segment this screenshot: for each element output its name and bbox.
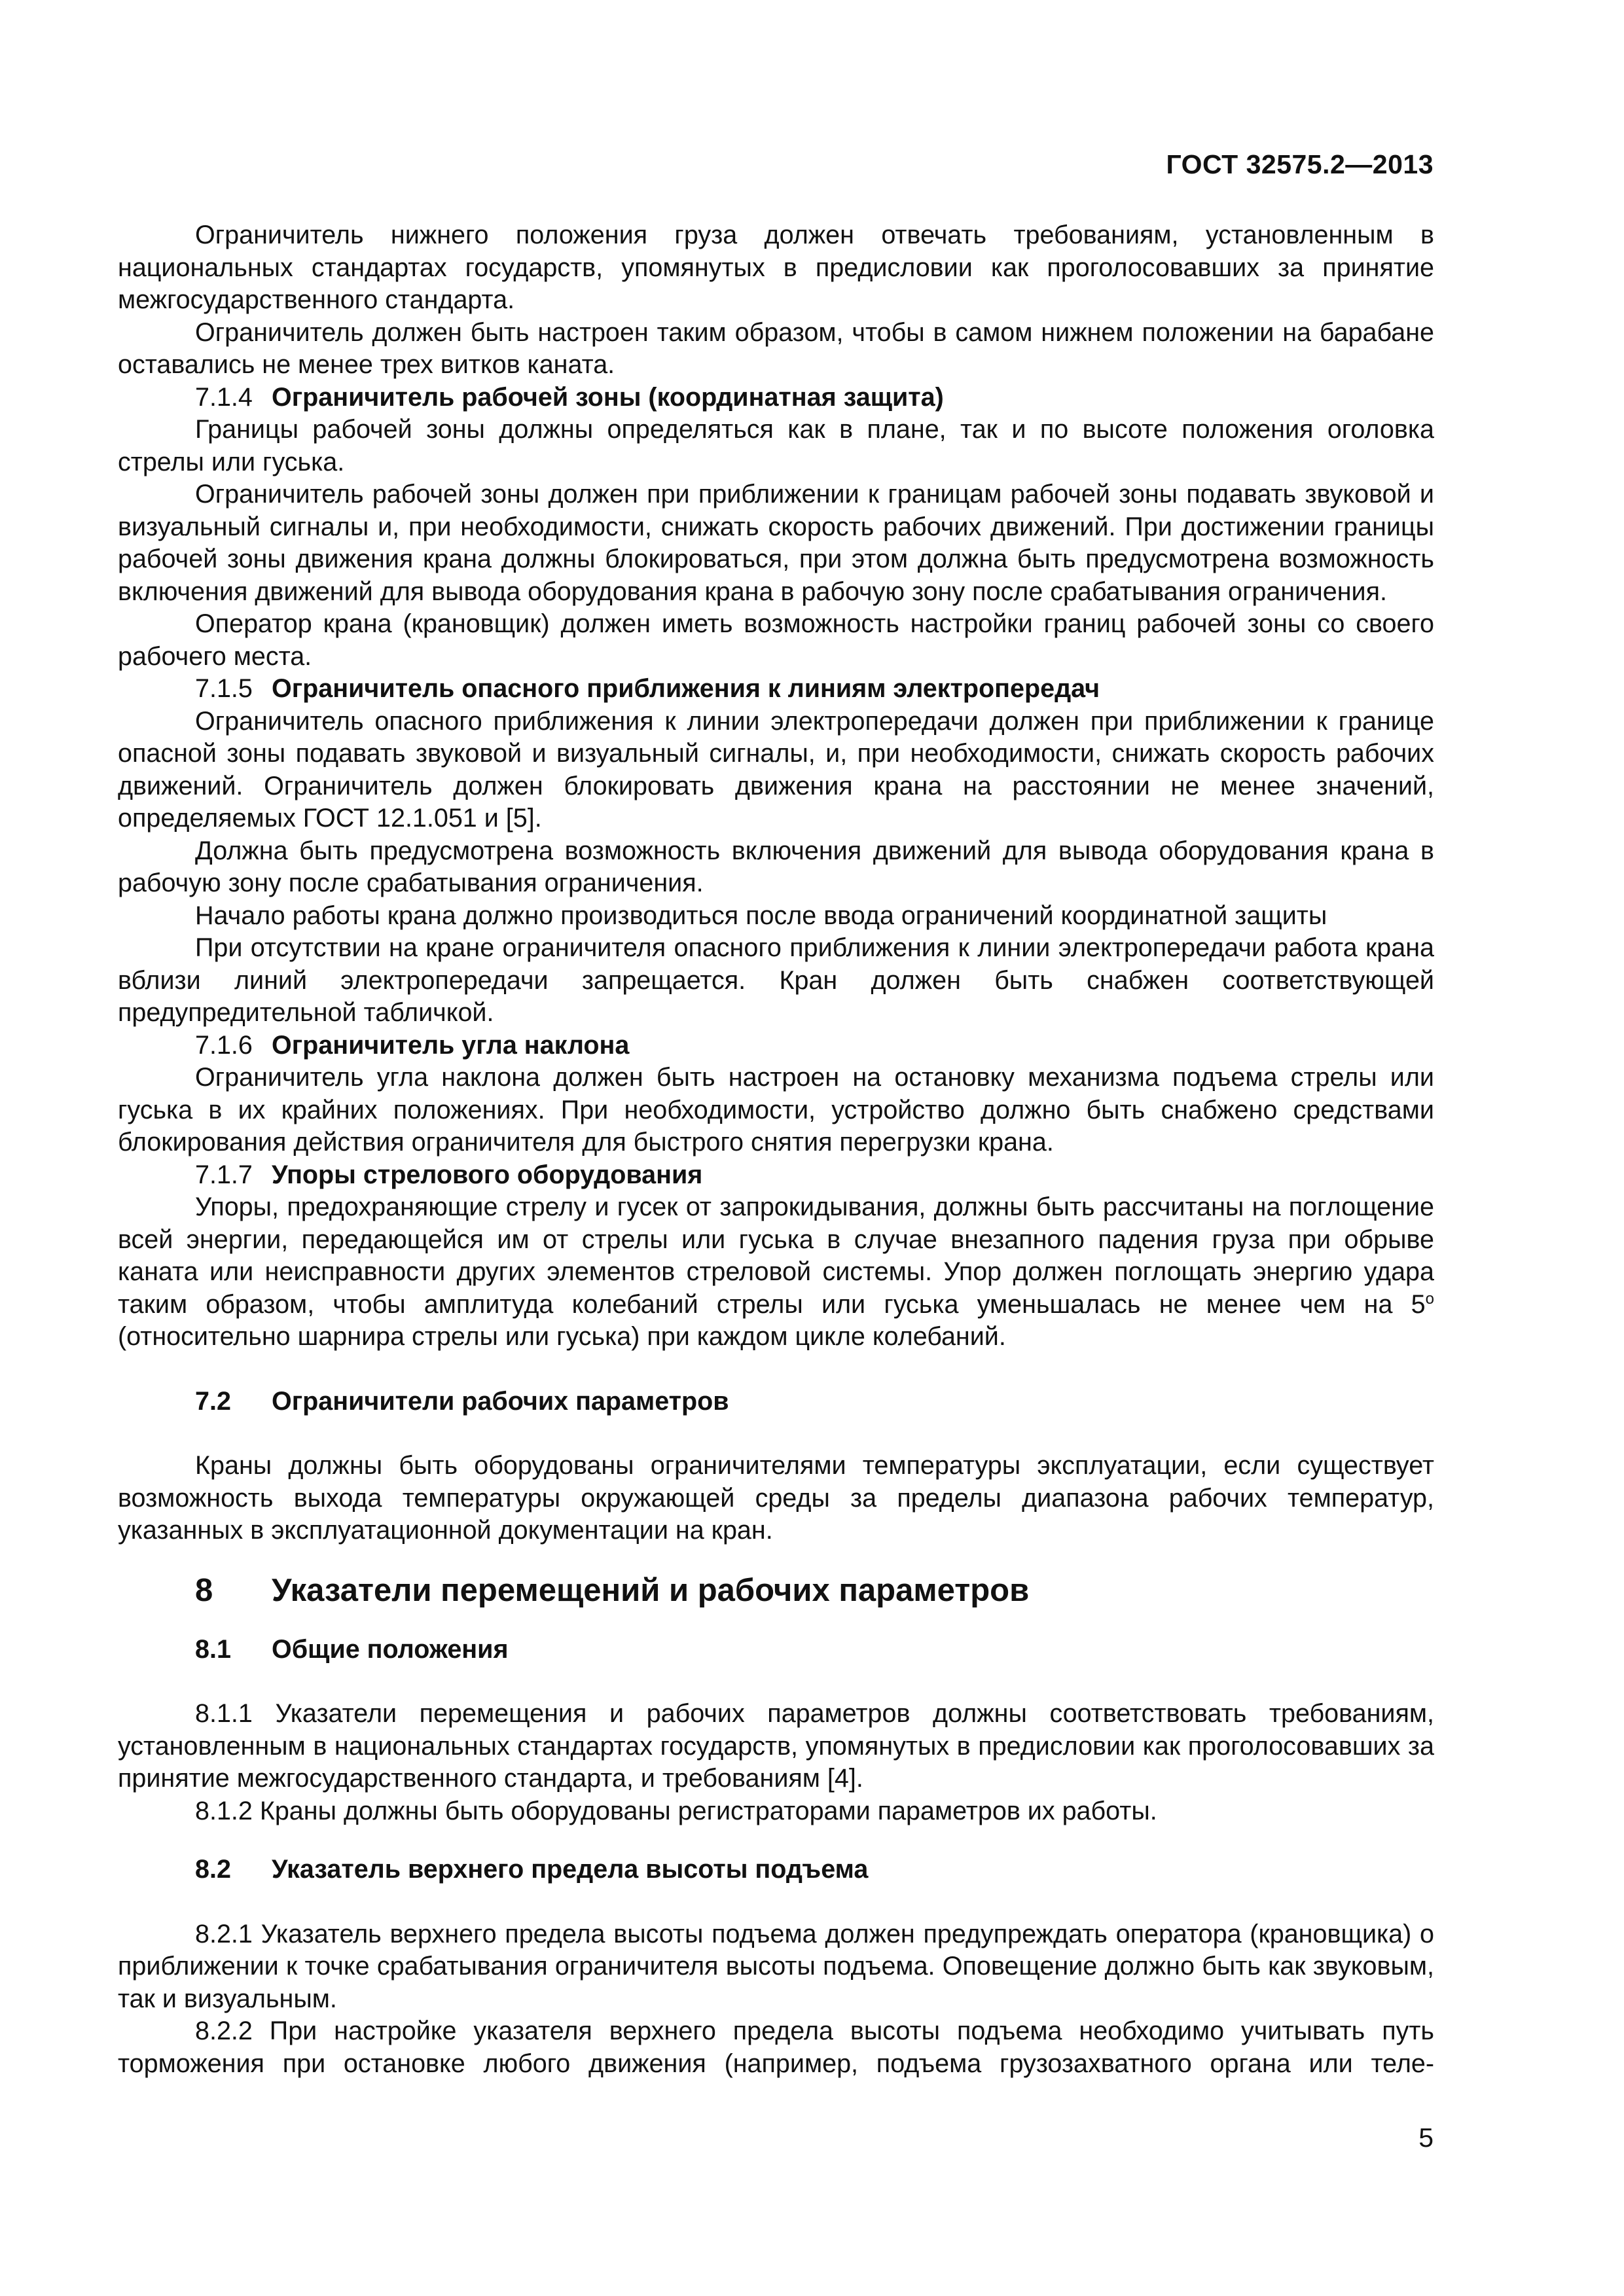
paragraph-text: (относительно шарнира стрелы или гуська) при каждом цикле колебаний. [118,1322,1006,1351]
section-number: 7.2 [195,1386,231,1416]
paragraph: При отсутствии на кране ограничителя опасного приближения к линии электропередачи работа крана вблизи линий электропередачи запрещается. Кран должен быть снабжен соответствующей предупредительной табличкой. [118,933,1434,1027]
section-title: Общие положения [272,1634,509,1664]
paragraph: Должна быть предусмотрена возможность включения движений для вывода оборудования крана в рабочую зону после срабатывания ограничения. [118,836,1434,897]
subsection-title: Ограничитель угла наклона [272,1030,630,1060]
paragraph: Ограничитель нижнего положения груза должен отвечать требованиям, установленным в национальных стандартах государств, упомянутых в предисловии как проголосовавших за принятие межгосударственного стандарта. [118,221,1434,314]
degree-superscript: о [1425,1289,1434,1308]
subsection-title: Ограничитель опасного приближения к линиям электропередач [272,674,1100,703]
section-number: 8.1 [195,1634,231,1664]
subsection-number: 7.1.5 [195,674,253,703]
page-number: 5 [1418,2123,1434,2153]
section-heading-8 [118,1571,1434,1610]
document-body [118,219,1434,2080]
paragraph: 8.1.2 Краны должны быть оборудованы регистраторами параметров их работы. [195,1796,1157,1825]
section-heading-8-1 [118,1634,1434,1666]
paragraph: Краны должны быть оборудованы ограничителями температуры эксплуатации, если существует возможность выхода температуры окружающей среды за пределы диапазона рабочих температур, указанных в эксплуатационной документации на кран. [118,1451,1434,1545]
paragraph [118,1191,1434,1354]
paragraph-text: Упоры, предохраняющие стрелу и гусек от запрокидывания, должны быть рассчитаны на поглощение всей энергии, передающейся им от стрелы или гуська в случае внезапного падения груза при обрыве каната или неисправности других элементов стреловой системы. Упор должен поглощать энергию удара таким образом, чтобы амплитуда колебаний стрелы или гуська уменьшалась не менее чем на 5 [118,1193,1434,1319]
subsection-number: 7.1.6 [195,1030,253,1060]
paragraph: Ограничитель угла наклона должен быть настроен на остановку механизма подъема стрелы или гуська в их крайних положениях. При необходимости, устройство должно быть снабжено средствами блокирования действия ограничителя для быстрого снятия перегрузки крана. [118,1063,1434,1157]
paragraph: Ограничитель должен быть настроен таким образом, чтобы в самом нижнем положении на барабане оставались не менее трех витков каната. [118,317,1434,379]
section-number: 8 [195,1572,213,1608]
paragraph: Границы рабочей зоны должны определяться как в плане, так и по высоте положения оголовка стрелы или гуська. [118,415,1434,476]
subsection-heading-7-1-5 [118,673,1434,706]
section-title: Ограничители рабочих параметров [272,1386,729,1416]
paragraph: 8.1.1 Указатели перемещения и рабочих параметров должны соответствовать требованиям, установленным в национальных стандартах государств, упомянутых в предисловии как проголосовавших за принятие межгосударственного стандарта, и требованиям [4]. [118,1699,1434,1793]
paragraph: 8.2.2 При настройке указателя верхнего предела высоты подъема необходимо учитывать путь торможения при остановке любого движения (например, подъема грузозахватного органа или теле- [118,2017,1434,2078]
section-heading-7-2 [118,1386,1434,1418]
document-id-header: ГОСТ 32575.2—2013 [1166,149,1434,179]
paragraph: Ограничитель опасного приближения к линии электропередачи должен при приближении к границе опасной зоны подавать звуковой и визуальный сигналы, и, при необходимости, снижать скорость рабочих движений. Ограничитель должен блокировать движения крана на расстоянии не менее значений, определяемых ГОСТ 12.1.051 и [5]. [118,706,1434,833]
section-heading-8-2 [118,1854,1434,1886]
section-title: Указатель верхнего предела высоты подъема [272,1855,869,1884]
paragraph: 8.2.1 Указатель верхнего предела высоты подъема должен предупреждать оператора (крановщика) о приближении к точке срабатывания ограничителя высоты подъема. Оповещение должно быть как звуковым, так и визуальным. [118,1919,1434,2013]
subsection-title: Ограничитель рабочей зоны (координатная защита) [272,382,944,412]
subsection-heading-7-1-6 [118,1030,1434,1062]
section-number: 8.2 [195,1855,231,1884]
section-title: Указатели перемещений и рабочих параметров [272,1572,1030,1608]
paragraph: Ограничитель рабочей зоны должен при приближении к границам рабочей зоны подавать звуковой и визуальный сигналы и, при необходимости, снижать скорость рабочих движений. При достижении границы рабочей зоны движения крана должны блокироваться, при этом должна быть предусмотрена возможность включения движений для вывода оборудования крана в рабочую зону после срабатывания ограничения. [118,480,1434,606]
subsection-number: 7.1.7 [195,1160,253,1189]
subsection-heading-7-1-4 [118,382,1434,414]
subsection-heading-7-1-7 [118,1159,1434,1192]
paragraph: Начало работы крана должно производиться после ввода ограничений координатной защиты [195,901,1327,930]
subsection-number: 7.1.4 [195,382,253,412]
subsection-title: Упоры стрелового оборудования [272,1160,703,1189]
paragraph: Оператор крана (крановщик) должен иметь возможность настройки границ рабочей зоны со своего рабочего места. [118,609,1434,671]
